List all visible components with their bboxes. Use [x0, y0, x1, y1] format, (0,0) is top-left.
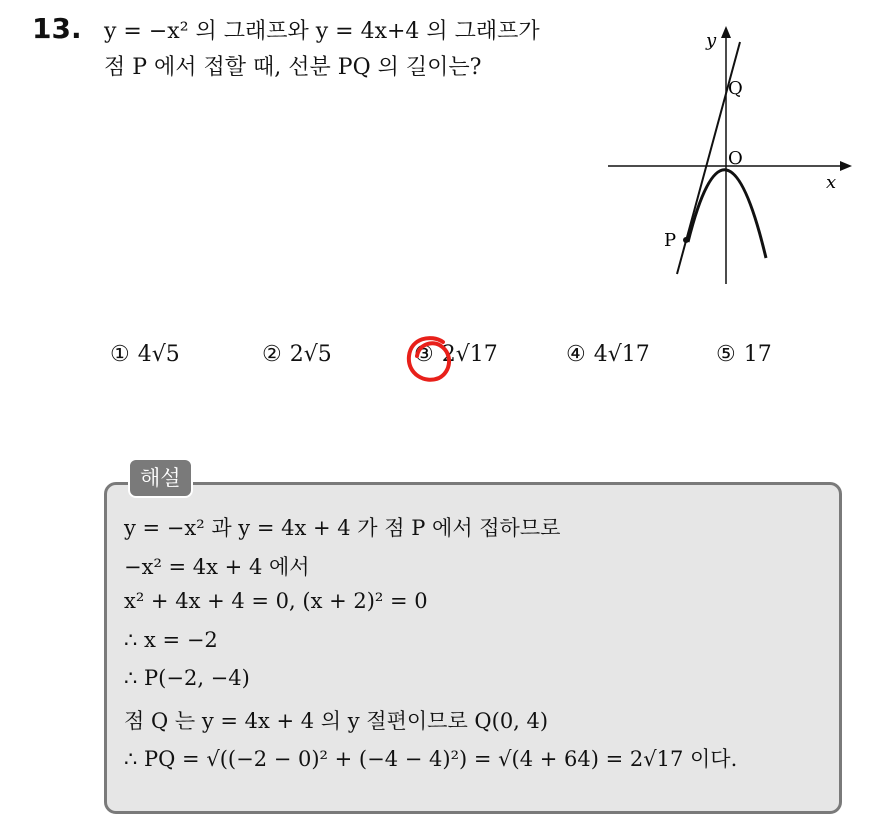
origin-label: O: [728, 148, 743, 169]
question-number: 13.: [32, 12, 82, 45]
solution-line-7: ∴ PQ = √((−2 − 0)² + (−4 − 4)²) = √(4 + 64) = 2√17 이다.: [124, 747, 738, 771]
answer-mark-circle: [401, 332, 457, 388]
question-line-1: y = −x² 의 그래프와 y = 4x+4 의 그래프가: [104, 19, 540, 44]
choice-3[interactable]: ③ 2√17: [414, 342, 498, 367]
y-axis-label: y: [706, 30, 717, 51]
choice-4[interactable]: ④ 4√17: [566, 342, 650, 367]
choice-5[interactable]: ⑤ 17: [716, 342, 772, 367]
parabola-curve: [688, 170, 766, 258]
choice-1[interactable]: ① 4√5: [110, 342, 180, 367]
point-q-label: Q: [728, 78, 743, 99]
y-axis-arrow: [721, 26, 731, 38]
question-line-2: 점 P 에서 접할 때, 선분 PQ 의 길이는?: [104, 55, 482, 80]
choice-2[interactable]: ② 2√5: [262, 342, 332, 367]
point-p-label: P: [664, 230, 677, 251]
solution-line-6: 점 Q 는 y = 4x + 4 의 y 절편이므로 Q(0, 4): [124, 708, 549, 733]
solution-line-2: −x² = 4x + 4 에서: [124, 554, 310, 579]
solution-lines: [124, 512, 737, 782]
solution-line-5: ∴ P(−2, −4): [124, 666, 250, 690]
mark-stroke: [409, 338, 449, 380]
parabola-graph: [600, 22, 860, 292]
solution-tag: 해설: [128, 458, 193, 498]
solution-line-3: x² + 4x + 4 = 0, (x + 2)² = 0: [124, 589, 428, 613]
solution-line-1: y = −x² 과 y = 4x + 4 가 점 P 에서 접하므로: [124, 516, 561, 540]
point-p-dot: [683, 237, 689, 243]
x-axis-arrow: [840, 161, 852, 171]
solution-line-4: ∴ x = −2: [124, 627, 218, 652]
x-axis-label: x: [826, 172, 837, 193]
